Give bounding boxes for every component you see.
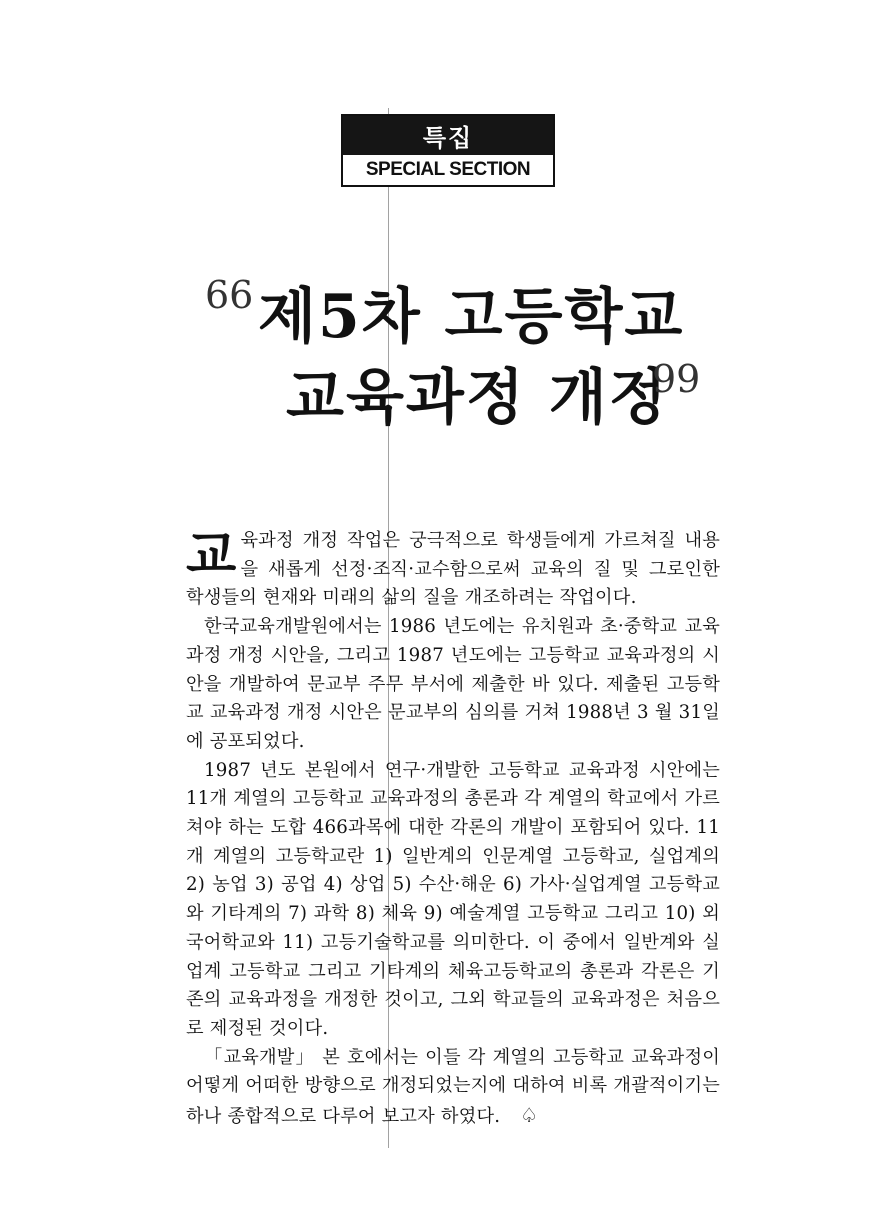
special-section-badge [341,114,555,187]
page-title-line-1: 제5차 고등학교 [258,282,685,352]
page-title-line-2: 교육과정 개정 [286,363,669,433]
end-mark-icon: ♤ [520,1103,539,1128]
paragraph-4 [186,1044,720,1132]
close-quote-mark: 99 [652,357,701,401]
paragraph-1-text: 육과정 개정 작업은 궁극적으로 학생들에게 가르쳐질 내용을 새롭게 선정·조직·교수함으로써 교육의 질 및 그로인한 학생들의 현재와 미래의 삶의 질을 개조하려는 작업이다. [186,530,720,609]
paragraph-4-text: 「교육개발」 본 호에서는 이들 각 계열의 고등학교 교육과정이 어떻게 어떠한 방향으로 개정되었는지에 대하여 비록 개괄적이기는 하나 종합적으로 다루어 보고자 하였다. [186,1046,720,1128]
paragraph-3: 1987 년도 본원에서 연구·개발한 고등학교 교육과정 시안에는 11개 계열의 고등학교 교육과정의 총론과 각 계열의 학교에서 가르쳐야 하는 도합 466과목에 대한 각론의 개발이 포함되어 있다. 11개 계열의 고등학교란 1) 일반계의 인문계열 고등학교, 실업계의 2) 농업 3) 공업 4) 상업 5) 수산·해운 6) 가사·실업계열 고등학교와 기타계의 7) 과학 8) 체육 9) 예술계열 고등학교 그리고 10) 외국어학교와 11) 고등기술학교를 의미한다. 이 중에서 일반계와 실업계 고등학교 그리고 기타계의 체육고등학교의 총론과 각론은 기존의 교육과정을 개정한 것이고, 그외 학교들의 교육과정은 처음으로 제정된 것이다. [186,759,720,1039]
badge-english-label: SPECIAL SECTION [343,155,553,185]
drop-cap: 교 [186,525,237,586]
paragraph-2: 한국교육개발원에서는 1986 년도에는 유치원과 초·중학교 교육과정 개정 시안을, 그리고 1987 년도에는 고등학교 교육과정의 시안을 개발하여 문교부 주무 부서에 제출한 바 있다. 제출된 고등학교 교육과정 개정 시안은 문교부의 심의를 거쳐 1988년 3 월 31일에 공포되었다. [186,616,720,752]
badge-korean-label: 특집 [343,116,553,155]
open-quote-mark: 66 [205,273,254,317]
article-body [186,527,720,1132]
paragraph-1 [186,527,720,613]
